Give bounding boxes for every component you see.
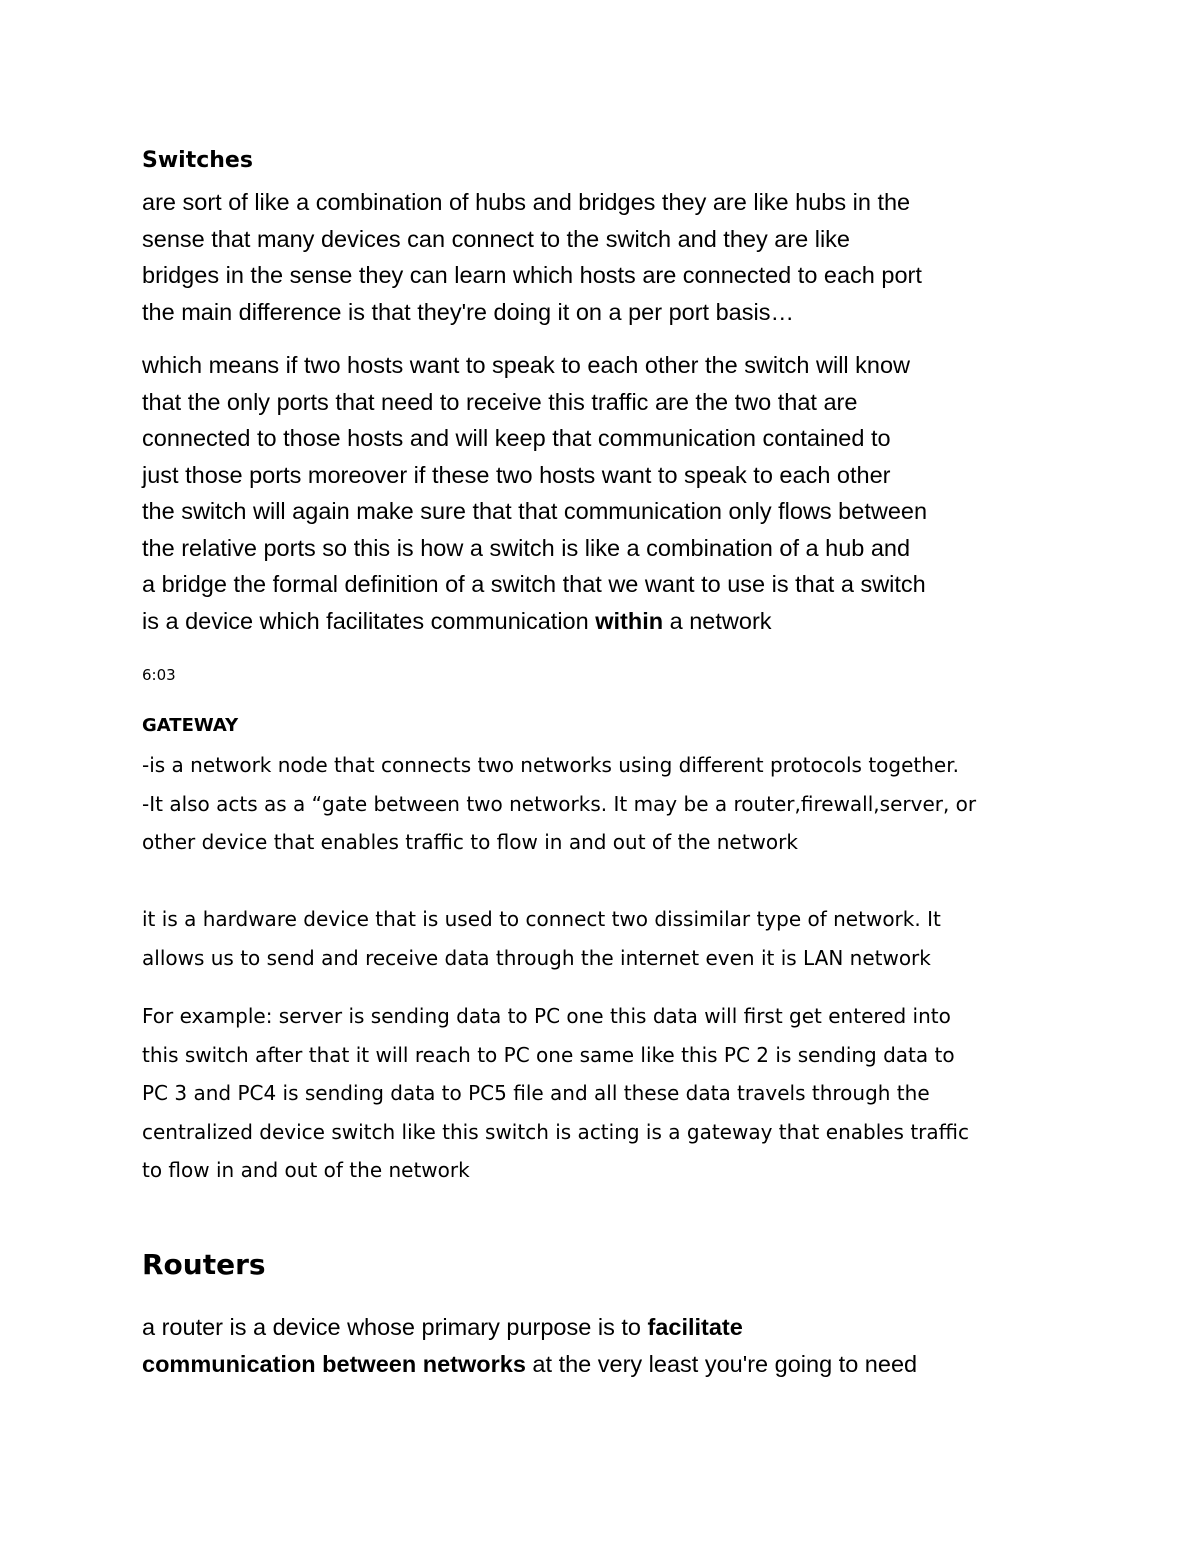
gateway-paragraph-1 — [142, 746, 1072, 862]
text-line: PC 3 and PC4 is sending data to PC5 file and all these data travels through the — [142, 1081, 930, 1105]
text-line: other device that enables traffic to flow in and out of the network — [142, 830, 798, 854]
text-line: are sort of like a combination of hubs and bridges they are like hubs in the — [142, 189, 911, 215]
text-line: centralized device switch like this switch is acting is a gateway that enables traffic — [142, 1119, 969, 1144]
emphasis-communication-between-networks: communication between networks — [142, 1350, 526, 1377]
switches-heading: Switches — [142, 148, 253, 173]
text-line: to flow in and out of the network — [142, 1158, 470, 1182]
routers-heading: Routers — [142, 1248, 266, 1281]
text-line: -is a network node that connects two networks using different protocols together. — [142, 753, 959, 777]
text-line: -It also acts as a “gate between two networks. It may be a router,firewall,server, or — [142, 791, 977, 816]
text-line: the switch will again make sure that that communication only flows between — [142, 498, 928, 524]
emphasis-within: within — [595, 607, 664, 634]
gateway-heading: GATEWAY — [142, 715, 239, 736]
text-line: just those ports moreover if these two hosts want to speak to each other — [142, 461, 891, 488]
text-line: the main difference is that they're doing it on a per port basis… — [142, 298, 794, 325]
text-line: allows us to send and receive data through the internet even it is LAN network — [142, 945, 931, 970]
text-line: that the only ports that need to receive this traffic are the two that are — [142, 388, 858, 415]
text-line — [142, 1346, 1072, 1383]
text-line: bridges in the sense they can learn which hosts are connected to each port — [142, 262, 922, 288]
switches-paragraph-2 — [142, 347, 1072, 639]
text-line — [142, 603, 1072, 640]
routers-paragraph — [142, 1309, 1072, 1382]
text-line: connected to those hosts and will keep that communication contained to — [142, 425, 891, 451]
text-run: is a device which facilitates communication — [142, 607, 596, 634]
text-line: sense that many devices can connect to the switch and they are like — [142, 225, 851, 252]
text-line: which means if two hosts want to speak to each other the switch will know — [142, 352, 911, 378]
switches-paragraph-1 — [142, 184, 1072, 330]
gateway-paragraph-2 — [142, 900, 1072, 977]
text-line: a bridge the formal definition of a switch that we want to use is that a switch — [142, 571, 926, 597]
text-line: the relative ports so this is how a switch is like a combination of a hub and — [142, 534, 911, 561]
text-run: a network — [663, 607, 772, 634]
emphasis-facilitate: facilitate — [647, 1314, 743, 1340]
text-line: this switch after that it will reach to PC one same like this PC 2 is sending data to — [142, 1042, 955, 1067]
text-run: at the very least you're going to need — [525, 1350, 918, 1377]
timestamp: 6:03 — [142, 666, 176, 684]
text-line — [142, 1309, 1072, 1346]
gateway-paragraph-3 — [142, 997, 1072, 1190]
text-line: it is a hardware device that is used to connect two dissimilar type of network. It — [142, 907, 941, 931]
text-run: a router is a device whose primary purpose is to — [142, 1314, 648, 1340]
text-line: For example: server is sending data to PC one this data will first get entered into — [142, 1004, 951, 1028]
